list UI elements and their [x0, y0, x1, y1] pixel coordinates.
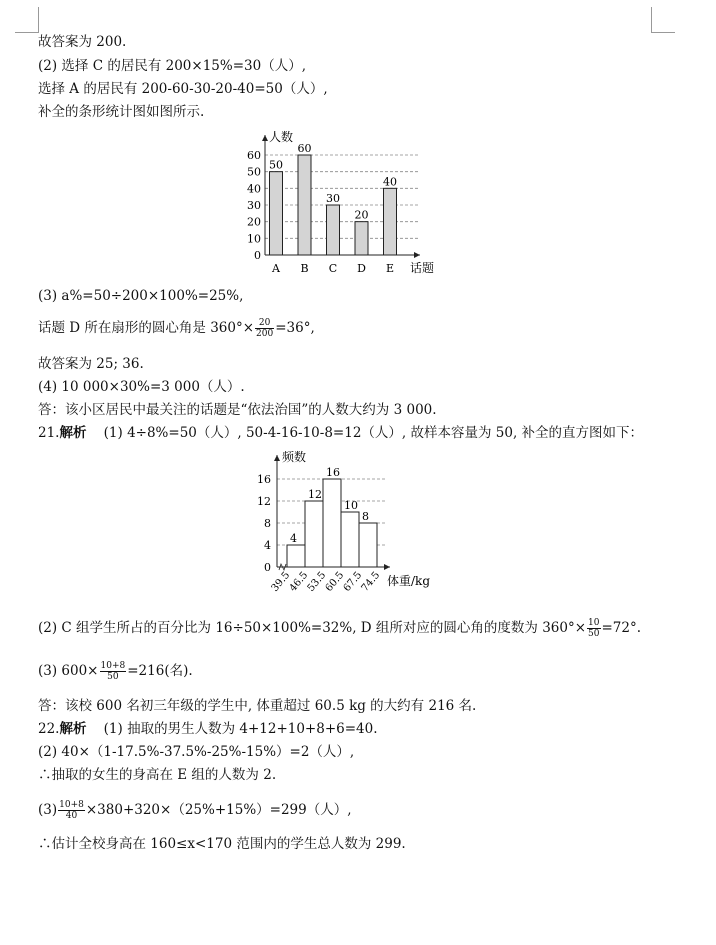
- x-tick-label: 74.5: [359, 569, 383, 594]
- x-tick-label: C: [328, 262, 338, 275]
- text-segment: (3): [38, 802, 58, 818]
- page-corner-mark: [38, 7, 39, 33]
- y-tick-label: 50: [247, 165, 261, 179]
- histogram-weight: [250, 447, 450, 597]
- data-label: 10: [344, 499, 358, 512]
- text-line: (3) a%=50÷200×100%=25%,: [38, 288, 244, 304]
- y-tick-label: 30: [247, 199, 261, 212]
- text-line-with-fraction: [38, 618, 641, 639]
- text-segment: 话题 D 所在扇形的圆心角是 360°×: [38, 320, 255, 336]
- y-tick-label: 0: [264, 561, 271, 574]
- text-segment: (1) 抽取的男生人数为 4+12+10+8+6=40.: [103, 721, 378, 737]
- y-tick-label: 10: [247, 232, 261, 246]
- data-label: 8: [362, 510, 369, 523]
- bar: [298, 155, 311, 255]
- page-corner-mark: [651, 32, 675, 33]
- text-line: ∴抽取的女生的身高在 E 组的人数为 2.: [38, 767, 277, 783]
- y-tick-label: 40: [247, 182, 261, 196]
- fraction-denominator: 200: [256, 329, 274, 339]
- data-label: 40: [383, 175, 397, 189]
- bar: [270, 172, 283, 255]
- data-label: 30: [326, 192, 340, 205]
- text-line: (4) 10 000×30%=3 000（人）.: [38, 379, 245, 395]
- x-tick-label: 60.5: [323, 569, 347, 594]
- fraction-numerator: 10+8: [100, 661, 126, 671]
- page-corner-mark: [15, 32, 39, 33]
- y-axis-label: 人数: [269, 130, 294, 144]
- text-line: [38, 720, 378, 738]
- x-axis-arrow: [414, 252, 420, 258]
- x-tick-label: 53.5: [305, 569, 329, 594]
- bar: [327, 205, 340, 255]
- text-line: (2) 40×（1-17.5%-37.5%-25%-15%）=2（人）,: [38, 744, 355, 760]
- text-line-with-fraction: [38, 661, 193, 682]
- data-label: 20: [354, 208, 369, 222]
- fraction: [58, 800, 85, 821]
- question-number: 21.: [38, 425, 60, 441]
- histogram-bar: [359, 523, 377, 567]
- text-segment: (2) C 组学生所占的百分比为 16÷50×100%=32%, D 组所对应的圆心角的度数为 360°×: [38, 620, 587, 636]
- bar-chart-topics: [230, 125, 460, 280]
- data-label: 4: [290, 532, 297, 545]
- data-label: 50: [269, 158, 283, 172]
- y-tick-label: 8: [264, 517, 271, 530]
- x-tick-label: E: [385, 262, 395, 275]
- y-tick-label: 60: [247, 149, 261, 162]
- fraction-denominator: 50: [107, 672, 119, 682]
- bar: [355, 222, 368, 255]
- y-tick-label: 16: [257, 473, 271, 486]
- x-tick-label: B: [300, 262, 309, 275]
- fraction: [587, 618, 600, 639]
- text-line: 故答案为 200.: [38, 34, 127, 50]
- bar: [384, 188, 397, 255]
- text-line: [38, 424, 643, 442]
- x-tick-label: 46.5: [287, 569, 311, 594]
- x-tick-label: 39.5: [269, 569, 293, 594]
- x-tick-label: 67.5: [341, 569, 365, 594]
- text-segment: =216(名).: [127, 663, 193, 679]
- fraction-numerator: 20: [255, 318, 274, 329]
- analysis-tag: 解析: [59, 425, 87, 441]
- text-line: 补全的条形统计图如图所示.: [38, 104, 205, 120]
- data-label: 60: [297, 142, 312, 155]
- histogram-bar: [287, 545, 305, 567]
- y-axis-arrow: [262, 135, 268, 141]
- text-segment: (1) 4÷8%=50（人）, 50-4-16-10-8=12（人）, 故样本容量为 50, 补全的直方图如下：: [103, 425, 644, 441]
- data-label: 12: [308, 488, 322, 501]
- y-tick-label: 4: [264, 539, 271, 552]
- axis-break-mark: [279, 564, 286, 570]
- fraction-numerator: 10+8: [59, 800, 84, 810]
- text-segment: =36°,: [275, 320, 315, 336]
- text-line: (2) 选择 C 的居民有 200×15%=30（人）,: [38, 58, 306, 74]
- y-axis-label: 频数: [282, 450, 307, 464]
- y-tick-label: 20: [247, 215, 261, 229]
- x-tick-label: D: [357, 262, 366, 275]
- text-line: 选择 A 的居民有 200-60-30-20-40=50（人）,: [38, 81, 328, 97]
- fraction: [255, 318, 274, 339]
- fraction: [100, 661, 127, 682]
- text-line: 答：该校 600 名初三年级的学生中, 体重超过 60.5 kg 的大约有 216 名.: [38, 698, 477, 714]
- y-tick-label: 12: [257, 495, 271, 508]
- analysis-tag: 解析: [59, 721, 87, 737]
- x-axis-label: 体重/kg: [387, 574, 430, 588]
- text-segment: ×380+320×（25%+15%）=299（人）,: [85, 802, 352, 818]
- fraction-denominator: 50: [588, 629, 600, 639]
- text-segment: (3) 600×: [38, 663, 99, 679]
- histogram-bar: [305, 501, 323, 567]
- text-segment: =72°.: [601, 620, 642, 636]
- text-line: ∴估计全校身高在 160≤x<170 范围内的学生总人数为 299.: [38, 836, 406, 852]
- fraction-numerator: 10: [588, 618, 600, 628]
- x-tick-label: A: [272, 262, 280, 275]
- data-label: 16: [326, 466, 340, 479]
- histogram-bar: [341, 512, 359, 567]
- text-line: 故答案为 25; 36.: [38, 356, 144, 372]
- x-axis-arrow: [384, 564, 390, 570]
- y-tick-label: 0: [254, 249, 261, 262]
- text-line: 答：该小区居民中最关注的话题是“依法治国”的人数大约为 3 000.: [38, 402, 437, 418]
- text-line-with-fraction: [38, 800, 352, 821]
- page-corner-mark: [651, 7, 652, 33]
- histogram-bar: [323, 479, 341, 567]
- question-number: 22.: [38, 721, 60, 737]
- text-line-with-fraction: [38, 318, 315, 339]
- x-axis-label: 话题: [410, 261, 435, 275]
- fraction-denominator: 40: [65, 811, 78, 821]
- y-axis-arrow: [274, 455, 280, 461]
